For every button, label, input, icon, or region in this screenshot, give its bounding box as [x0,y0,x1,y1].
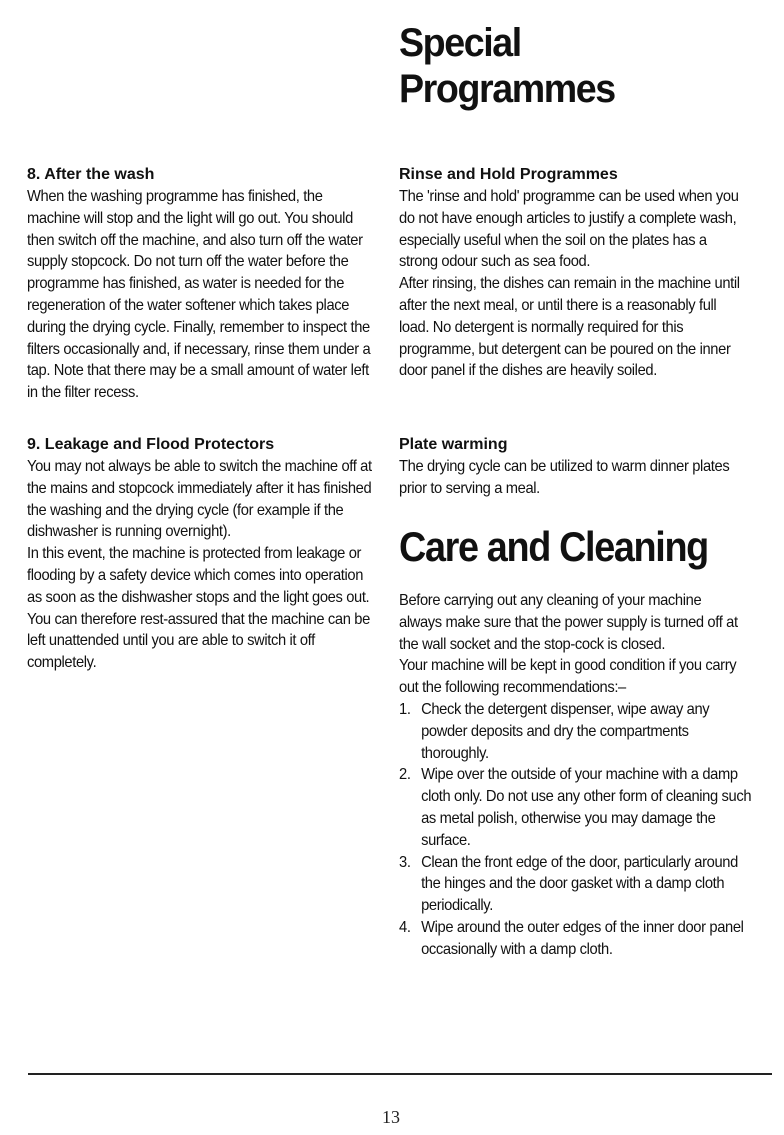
text-rinse-hold-2: After rinsing, the dishes can remain in the machine until after the next meal, or until there is a reasonably full load. No detergent is normally required for this programme, but detergent can be poured on the inner door panel if the dishes are heavily soiled. [399,275,740,380]
text-leakage-3: You can therefore rest-assured that the machine can be left unattended until you are able to switch it off completely. [27,610,370,672]
care-list [399,699,783,961]
text-care-intro-2: Your machine will be kept in good condition if you carry out the following recommendations:– [399,657,737,697]
list-item-number: 2. [399,766,411,784]
heading-after-wash: 8. After the wash [27,166,155,183]
footer-divider [28,1073,772,1075]
list-item-number: 1. [399,700,411,718]
title-special: Special [399,21,521,65]
list-item [399,852,752,917]
heading-rinse-hold: Rinse and Hold Programmes [399,166,618,183]
list-item-number: 4. [399,918,411,936]
list-item-text: Wipe over the outside of your machine with a damp cloth only. Do not use any other form of cleaning such as metal polish, otherwise you may damage the surface. [421,766,752,849]
text-leakage-1: You may not always be able to switch the machine off at the mains and stopcock immediately after it has finished the washing and the drying cycle (for example if the dishwasher is running overnight). [27,458,372,541]
section-care [399,590,783,961]
text-rinse-hold-1: The 'rinse and hold' programme can be used when you do not have enough articles to justify a complete wash, especially useful when the soil on the plates has a strong odour such as sea food. [399,188,739,271]
list-item-number: 3. [399,853,411,871]
title-programmes: Programmes [399,67,615,111]
section-after-wash [27,164,402,404]
list-item-text: Wipe around the outer edges of the inner door panel occasionally with a damp cloth. [421,918,744,958]
title-care-cleaning: Care and Cleaning [399,523,708,570]
list-item [399,699,752,764]
text-plate-warming: The drying cycle can be utilized to warm dinner plates prior to serving a meal. [399,458,730,497]
list-item-text: Clean the front edge of the door, particularly around the hinges and the door gasket with a damp cloth periodically. [421,853,738,915]
section-leakage [27,434,402,674]
list-item-text: Check the detergent dispenser, wipe away any powder deposits and dry the compartments thoroughly. [421,700,710,762]
heading-leakage: 9. Leakage and Flood Protectors [27,436,275,453]
section-rinse-hold [399,164,774,382]
list-item [399,764,752,851]
list-item [399,917,752,961]
text-leakage-2: In this event, the machine is protected from leakage or flooding by a safety device which comes into operation as soon as the dishwasher stops and the light goes out. [27,545,370,606]
text-after-wash: When the washing programme has finished, the machine will stop and the light will go out. You should then switch off the machine, and also turn off the water supply stopcock. Do not turn off the water before the programme has finished, as water is needed for the regeneration of the water softener which takes place during the drying cycle. Finally, remember to inspect the filters occasionally and, if necessary, rinse them under a tap. Note that there may be a small amount of water left in the filter recess. [27,188,371,402]
page-number: 13 [382,1107,400,1127]
section-plate-warming [399,434,774,500]
heading-plate-warming: Plate warming [399,436,508,453]
text-care-intro-1: Before carrying out any cleaning of your machine always make sure that the power supply is turned off at the wall socket and the stop-cock is closed. [399,592,738,653]
